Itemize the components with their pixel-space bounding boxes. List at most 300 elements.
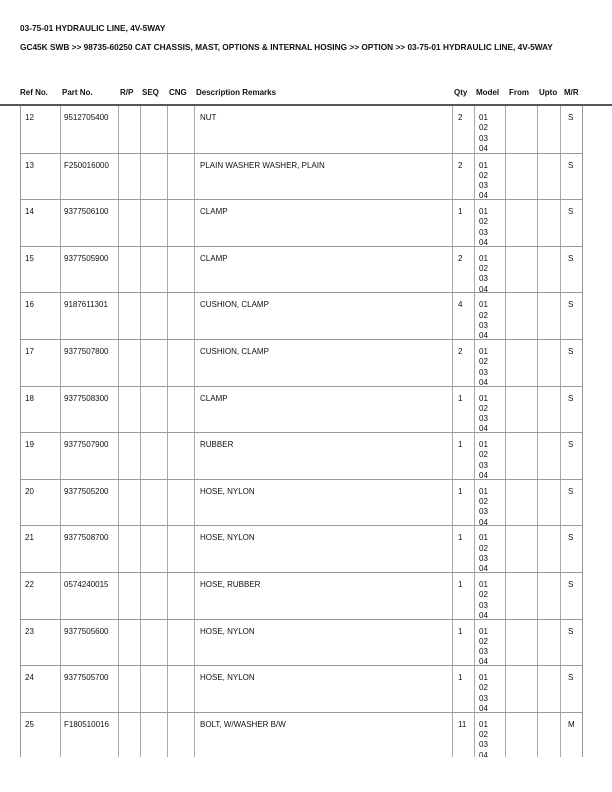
column-divider <box>560 713 561 757</box>
column-divider <box>560 666 561 712</box>
table-row <box>20 525 583 572</box>
cell-mr: S <box>568 440 574 450</box>
model-code: 01 <box>479 673 488 683</box>
column-divider <box>537 713 538 757</box>
column-divider <box>140 666 141 712</box>
cell-ref: 20 <box>25 486 34 496</box>
cell-part: 9377505600 <box>64 626 109 636</box>
column-divider <box>537 247 538 293</box>
column-divider <box>167 340 168 386</box>
cell-qty: 2 <box>458 113 463 122</box>
column-divider <box>452 620 453 666</box>
model-code: 03 <box>479 274 488 284</box>
cell-part: 9512705400 <box>64 113 109 122</box>
column-divider <box>194 387 195 433</box>
column-divider <box>194 713 195 757</box>
column-divider <box>118 247 119 293</box>
cell-ref: 19 <box>25 440 34 450</box>
column-divider <box>194 247 195 293</box>
column-divider <box>60 666 61 712</box>
cell-desc: CUSHION, CLAMP <box>200 347 269 356</box>
model-code: 03 <box>479 227 488 237</box>
model-code: 04 <box>479 424 488 434</box>
cell-qty: 1 <box>458 486 463 496</box>
cell-model <box>479 254 488 295</box>
column-divider <box>505 340 506 386</box>
column-divider <box>505 620 506 666</box>
column-divider <box>140 433 141 479</box>
column-divider <box>167 387 168 433</box>
column-divider <box>167 573 168 619</box>
cell-model <box>479 394 488 435</box>
column-divider <box>560 154 561 200</box>
model-code: 02 <box>479 264 488 274</box>
column-divider <box>167 106 168 153</box>
cell-desc: HOSE, NYLON <box>200 486 255 496</box>
column-divider <box>452 713 453 757</box>
table-row <box>20 292 583 339</box>
cell-qty: 1 <box>458 533 463 543</box>
table-row <box>20 199 583 246</box>
cell-model <box>479 113 488 154</box>
header-from: From <box>509 88 529 97</box>
model-code: 01 <box>479 207 488 217</box>
column-divider <box>60 293 61 339</box>
column-divider <box>167 480 168 526</box>
column-divider <box>452 573 453 619</box>
column-divider <box>118 433 119 479</box>
cell-desc: CLAMP <box>200 253 228 263</box>
model-code: 04 <box>479 564 488 574</box>
cell-desc: HOSE, RUBBER <box>200 580 261 589</box>
column-divider <box>560 340 561 386</box>
column-divider <box>140 620 141 666</box>
model-code: 03 <box>479 320 488 330</box>
model-code: 04 <box>479 657 488 667</box>
column-divider <box>118 480 119 526</box>
parts-table <box>0 106 612 757</box>
table-row <box>20 665 583 712</box>
column-divider <box>140 480 141 526</box>
cell-mr: S <box>568 160 574 170</box>
cell-model <box>479 580 488 621</box>
column-divider <box>194 154 195 200</box>
cell-ref: 17 <box>25 347 34 356</box>
cell-ref: 21 <box>25 533 34 543</box>
model-code: 03 <box>479 507 488 517</box>
model-code: 01 <box>479 580 488 589</box>
cell-part: 9377505200 <box>64 486 109 496</box>
column-divider <box>167 713 168 757</box>
column-divider <box>452 526 453 572</box>
column-divider <box>118 293 119 339</box>
model-code: 01 <box>479 440 488 450</box>
column-divider <box>560 620 561 666</box>
model-code: 01 <box>479 300 488 310</box>
column-divider <box>452 154 453 200</box>
cell-qty: 4 <box>458 300 463 310</box>
column-divider <box>194 480 195 526</box>
table-row <box>20 432 583 479</box>
column-divider <box>140 340 141 386</box>
model-code: 04 <box>479 704 488 714</box>
cell-qty: 1 <box>458 393 463 403</box>
column-divider <box>60 713 61 757</box>
cell-part: 0574240015 <box>64 580 109 589</box>
cell-ref: 13 <box>25 160 34 170</box>
model-code: 02 <box>479 543 488 553</box>
model-code: 04 <box>479 471 488 481</box>
model-code: 02 <box>479 123 488 133</box>
cell-model <box>479 440 488 481</box>
column-divider <box>474 433 475 479</box>
column-divider <box>60 433 61 479</box>
cell-part: 9377508700 <box>64 533 109 543</box>
column-divider <box>60 480 61 526</box>
column-divider <box>452 247 453 293</box>
model-code: 02 <box>479 217 488 227</box>
cell-mr: S <box>568 673 574 683</box>
cell-model <box>479 720 488 757</box>
cell-part: 9187611301 <box>64 300 108 310</box>
cell-desc: CUSHION, CLAMP <box>200 300 269 310</box>
cell-desc: HOSE, NYLON <box>200 533 255 543</box>
cell-mr: S <box>568 533 574 543</box>
cell-desc: CLAMP <box>200 393 228 403</box>
column-divider <box>537 480 538 526</box>
column-divider <box>118 713 119 757</box>
header-desc: Description Remarks <box>196 88 277 97</box>
column-divider <box>118 200 119 246</box>
column-divider <box>505 666 506 712</box>
cell-qty: 11 <box>458 719 467 729</box>
column-divider <box>474 247 475 293</box>
column-divider <box>60 200 61 246</box>
model-code: 01 <box>479 113 488 122</box>
cell-ref: 18 <box>25 393 34 403</box>
model-code: 01 <box>479 533 488 543</box>
column-divider <box>505 247 506 293</box>
column-divider <box>537 433 538 479</box>
header-mr: M/R <box>564 88 579 97</box>
column-divider <box>140 293 141 339</box>
column-divider <box>474 200 475 246</box>
cell-mr: S <box>568 207 574 217</box>
model-code: 04 <box>479 750 488 757</box>
cell-part: 9377507800 <box>64 347 109 356</box>
column-divider <box>140 200 141 246</box>
column-divider <box>560 247 561 293</box>
cell-mr: S <box>568 347 574 356</box>
page-title: 03-75-01 HYDRAULIC LINE, 4V-5WAY <box>20 23 166 33</box>
cell-part: 9377507900 <box>64 440 109 450</box>
cell-qty: 2 <box>458 160 463 170</box>
column-divider <box>474 387 475 433</box>
cell-mr: S <box>568 393 574 403</box>
column-divider <box>537 200 538 246</box>
model-code: 01 <box>479 486 488 496</box>
cell-desc: CLAMP <box>200 207 228 217</box>
cell-model <box>479 487 488 528</box>
model-code: 01 <box>479 347 488 356</box>
cell-desc: NUT <box>200 113 217 122</box>
cell-ref: 22 <box>25 580 34 589</box>
model-code: 02 <box>479 170 488 180</box>
column-divider <box>452 480 453 526</box>
column-divider <box>194 293 195 339</box>
column-divider <box>537 106 538 153</box>
column-divider <box>505 480 506 526</box>
cell-mr: M <box>568 719 575 729</box>
cell-ref: 23 <box>25 626 34 636</box>
column-divider <box>452 387 453 433</box>
column-divider <box>118 340 119 386</box>
column-divider <box>537 666 538 712</box>
cell-mr: S <box>568 113 574 122</box>
column-divider <box>140 106 141 153</box>
cell-ref: 16 <box>25 300 34 310</box>
column-divider <box>474 340 475 386</box>
cell-model <box>479 627 488 668</box>
table-row <box>20 479 583 526</box>
column-divider <box>60 340 61 386</box>
column-divider <box>452 293 453 339</box>
model-code: 01 <box>479 253 488 263</box>
model-code: 02 <box>479 590 488 600</box>
cell-desc: RUBBER <box>200 440 234 450</box>
column-divider <box>474 666 475 712</box>
column-divider <box>474 573 475 619</box>
column-divider <box>60 247 61 293</box>
model-code: 04 <box>479 377 488 387</box>
table-row <box>20 153 583 200</box>
model-code: 01 <box>479 626 488 636</box>
column-divider <box>474 480 475 526</box>
column-divider <box>140 154 141 200</box>
breadcrumb: GC45K SWB >> 98735-60250 CAT CHASSIS, MAST, OPTIONS & INTERNAL HOSING >> OPTION >> 03-75-01 HYDRAULIC LINE, 4V-5WAY <box>20 42 553 52</box>
column-divider <box>452 666 453 712</box>
column-divider <box>194 433 195 479</box>
cell-model <box>479 347 488 388</box>
column-divider <box>167 200 168 246</box>
column-divider <box>118 106 119 153</box>
cell-part: 9377508300 <box>64 393 109 403</box>
column-divider <box>194 666 195 712</box>
column-divider <box>140 247 141 293</box>
column-divider <box>474 526 475 572</box>
model-code: 03 <box>479 181 488 191</box>
column-divider <box>140 713 141 757</box>
column-divider <box>118 154 119 200</box>
table-row <box>20 106 583 153</box>
model-code: 01 <box>479 719 488 729</box>
column-divider <box>560 526 561 572</box>
table-row <box>20 386 583 433</box>
cell-ref: 25 <box>25 719 34 729</box>
model-code: 03 <box>479 693 488 703</box>
column-divider <box>118 620 119 666</box>
column-divider <box>537 620 538 666</box>
model-code: 02 <box>479 403 488 413</box>
column-divider <box>474 293 475 339</box>
cell-mr: S <box>568 486 574 496</box>
column-divider <box>167 620 168 666</box>
header-qty: Qty <box>454 88 468 97</box>
column-divider <box>118 387 119 433</box>
column-divider <box>560 433 561 479</box>
cell-desc: BOLT, W/WASHER B/W <box>200 719 286 729</box>
table-row <box>20 712 583 757</box>
column-divider <box>167 526 168 572</box>
column-divider <box>60 620 61 666</box>
cell-part: 9377505700 <box>64 673 109 683</box>
column-divider <box>194 340 195 386</box>
cell-ref: 12 <box>25 113 34 122</box>
column-divider <box>537 340 538 386</box>
column-divider <box>505 293 506 339</box>
cell-model <box>479 207 488 248</box>
model-code: 01 <box>479 393 488 403</box>
column-divider <box>452 106 453 153</box>
header-model: Model <box>476 88 500 97</box>
cell-mr: S <box>568 580 574 589</box>
model-code: 03 <box>479 740 488 750</box>
cell-model <box>479 161 488 202</box>
cell-qty: 1 <box>458 440 463 450</box>
column-divider <box>560 480 561 526</box>
cell-ref: 24 <box>25 673 34 683</box>
column-divider <box>194 200 195 246</box>
column-divider <box>537 573 538 619</box>
cell-qty: 2 <box>458 347 463 356</box>
column-divider <box>118 573 119 619</box>
cell-part: 9377505900 <box>64 253 109 263</box>
column-divider <box>474 713 475 757</box>
column-divider <box>474 106 475 153</box>
column-divider <box>474 154 475 200</box>
cell-mr: S <box>568 253 574 263</box>
column-divider <box>167 666 168 712</box>
column-divider <box>60 526 61 572</box>
column-divider <box>560 573 561 619</box>
cell-desc: PLAIN WASHER WASHER, PLAIN <box>200 160 325 170</box>
model-code: 04 <box>479 517 488 527</box>
model-code: 04 <box>479 610 488 620</box>
column-divider <box>537 293 538 339</box>
model-code: 03 <box>479 414 488 424</box>
model-code: 02 <box>479 357 488 367</box>
model-code: 03 <box>479 367 488 377</box>
column-divider <box>537 526 538 572</box>
model-code: 04 <box>479 284 488 294</box>
column-divider <box>505 433 506 479</box>
cell-part: 9377506100 <box>64 207 109 217</box>
model-code: 03 <box>479 460 488 470</box>
column-divider <box>60 106 61 153</box>
column-divider <box>140 526 141 572</box>
cell-ref: 14 <box>25 207 34 217</box>
model-code: 02 <box>479 310 488 320</box>
column-divider <box>60 573 61 619</box>
column-divider <box>505 200 506 246</box>
column-divider <box>167 433 168 479</box>
model-code: 03 <box>479 647 488 657</box>
column-divider <box>118 666 119 712</box>
column-divider <box>194 106 195 153</box>
column-divider <box>167 247 168 293</box>
column-divider <box>140 387 141 433</box>
model-code: 04 <box>479 331 488 341</box>
header-upto: Upto <box>539 88 558 97</box>
column-divider <box>60 387 61 433</box>
header-ref: Ref No. <box>20 88 48 97</box>
column-divider <box>194 526 195 572</box>
column-divider <box>474 620 475 666</box>
column-divider <box>505 526 506 572</box>
column-divider <box>505 106 506 153</box>
model-code: 03 <box>479 600 488 610</box>
column-divider <box>167 154 168 200</box>
cell-qty: 1 <box>458 580 463 589</box>
cell-qty: 1 <box>458 673 463 683</box>
table-row <box>20 339 583 386</box>
model-code: 04 <box>479 238 488 248</box>
cell-desc: HOSE, NYLON <box>200 626 255 636</box>
column-divider <box>560 200 561 246</box>
column-divider <box>537 387 538 433</box>
cell-qty: 2 <box>458 253 463 263</box>
model-code: 02 <box>479 683 488 693</box>
cell-mr: S <box>568 626 574 636</box>
column-divider <box>505 387 506 433</box>
column-divider <box>560 293 561 339</box>
column-divider <box>537 154 538 200</box>
model-code: 02 <box>479 636 488 646</box>
table-row <box>20 572 583 619</box>
cell-model <box>479 300 488 341</box>
header-rp: R/P <box>120 88 134 97</box>
header-part: Part No. <box>62 88 93 97</box>
column-divider <box>505 154 506 200</box>
model-code: 03 <box>479 133 488 143</box>
model-code: 03 <box>479 553 488 563</box>
column-divider <box>60 154 61 200</box>
column-divider <box>505 713 506 757</box>
cell-model <box>479 533 488 574</box>
column-divider <box>560 106 561 153</box>
column-divider <box>118 526 119 572</box>
model-code: 02 <box>479 730 488 740</box>
model-code: 04 <box>479 143 488 153</box>
cell-qty: 1 <box>458 626 463 636</box>
table-row <box>20 619 583 666</box>
column-divider <box>140 573 141 619</box>
cell-mr: S <box>568 300 574 310</box>
cell-qty: 1 <box>458 207 463 217</box>
model-code: 04 <box>479 191 488 201</box>
header-cng: CNG <box>169 88 187 97</box>
cell-ref: 15 <box>25 253 34 263</box>
column-divider <box>452 200 453 246</box>
column-divider <box>194 620 195 666</box>
cell-part: F180510016 <box>64 719 109 729</box>
cell-model <box>479 673 488 714</box>
cell-desc: HOSE, NYLON <box>200 673 255 683</box>
column-divider <box>452 433 453 479</box>
column-divider <box>167 293 168 339</box>
cell-part: F250016000 <box>64 160 109 170</box>
column-divider <box>452 340 453 386</box>
